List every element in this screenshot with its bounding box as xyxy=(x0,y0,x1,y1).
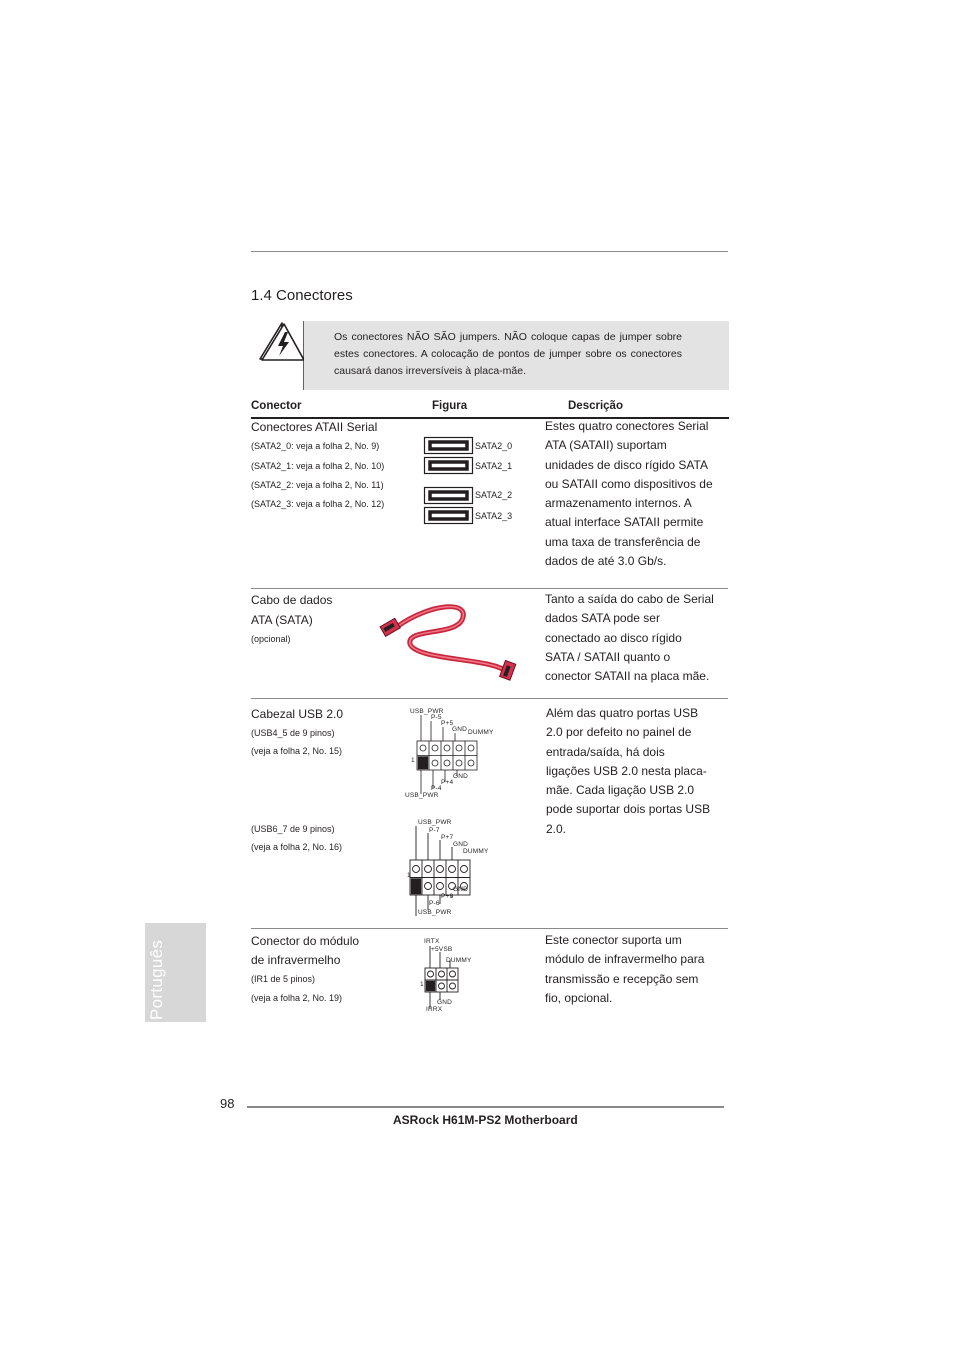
sata-cable-image xyxy=(376,598,526,688)
ir-pin1-label: 1 xyxy=(420,981,424,988)
header-figure: Figura xyxy=(432,400,468,412)
row-divider-3 xyxy=(251,928,728,929)
ir-gnd-label: GND xyxy=(437,999,453,1006)
usb67-gnd-label: GND xyxy=(453,841,469,848)
sata-connectors-figure xyxy=(424,437,474,527)
row-ir-sub-0: (IR1 de 5 pinos) xyxy=(251,974,316,984)
footer-product: ASRock H61M-PS2 Motherboard xyxy=(393,1113,578,1127)
header-description: Descrição xyxy=(568,400,623,412)
usb67-p6-label: P-6 xyxy=(429,900,440,907)
sata2-1-label: SATA2_1 xyxy=(475,461,513,471)
ir-dummy-label: DUMMY xyxy=(446,957,472,964)
usb67-dummy-label: DUMMY xyxy=(463,848,489,855)
usb45-gnd2-label: GND xyxy=(453,773,469,780)
row-cable-name-0: Cabo de dados xyxy=(251,593,333,607)
row-ir-description: Este conector suporta um módulo de infravermelho para transmissão e recepção sem fio, opcional. xyxy=(545,933,705,1005)
usb45-pin1-label: 1 xyxy=(411,757,415,764)
row-ir-sub-1: (veja a folha 2, No. 19) xyxy=(251,993,343,1003)
usb67-pin1-label: 1 xyxy=(407,872,411,879)
row-cable-name-1: ATA (SATA) xyxy=(251,613,313,627)
row-usb-description: Além das quatro portas USB 2.0 por defeito no painel de entrada/saída, há dois ligações USB 2.0 nesta placa- mãe. Cada ligação USB 2.0 pode suportar dois portas USB 2.0. xyxy=(546,706,711,836)
row-sata-name: Conectores ATAII Serial xyxy=(251,420,378,434)
row-sata-sub-3: (SATA2_3: veja a folha 2, No. 12) xyxy=(251,499,385,509)
page-number: 98 xyxy=(220,1096,235,1111)
top-rule xyxy=(251,251,728,252)
warning-triangle-lightning-icon xyxy=(258,321,306,391)
sata2-0-label: SATA2_0 xyxy=(475,441,513,451)
footer-rule xyxy=(247,1106,724,1108)
row-ir-name-1: de infravermelho xyxy=(251,953,341,967)
row-usb-name: Cabezal USB 2.0 xyxy=(251,707,344,721)
row-sata-sub-1: (SATA2_1: veja a folha 2, No. 10) xyxy=(251,461,385,471)
usb45-p-plus4-label: P+4 xyxy=(441,779,454,786)
ir-irrx-label: IRRX xyxy=(426,1006,443,1013)
usb67-p-plus6-label: P+6 xyxy=(441,893,454,900)
ir-5vsb-label: +5VSB xyxy=(431,946,453,953)
sata2-3-label: SATA2_3 xyxy=(475,511,513,521)
row-cable-description: Tanto a saída do cabo de Serial dados SATA pode ser conectado ao disco rígido SATA / SATAII quanto o conector SATAII na placa mãe. xyxy=(545,592,714,684)
row-ir-name-0: Conector do módulo xyxy=(251,934,360,948)
row-sata-description: Estes quatro conectores Serial ATA (SATAII) suportam unidades de disco rígido SATA ou SATAII como dispositivos de armazenamento internos. A atual interface SATAII permite uma taxa de transferência de dados de até 3.0 Gb/s. xyxy=(545,419,713,569)
usb45-p-plus5-label: P+5 xyxy=(441,720,454,727)
row-usb-sub-a-1: (veja a folha 2, No. 15) xyxy=(251,746,343,756)
usb67-gnd2-label: GND xyxy=(453,886,469,893)
usb67-top-label: USB_PWR xyxy=(418,819,452,826)
row-usb-sub-b-1: (veja a folha 2, No. 16) xyxy=(251,842,343,852)
usb45-p4-label: P-4 xyxy=(431,785,442,792)
usb67-p-plus7-label: P+7 xyxy=(441,834,454,841)
header-connector: Conector xyxy=(251,400,302,412)
row-divider-1 xyxy=(251,588,728,589)
row-usb-sub-a-0: (USB4_5 de 9 pinos) xyxy=(251,728,335,738)
language-side-label: Português xyxy=(147,939,166,1020)
usb45-gnd-label: GND xyxy=(452,726,468,733)
row-cable-sub: (opcional) xyxy=(251,634,291,644)
warning-text: Os conectores NÃO SÃO jumpers. NÃO coloque capas de jumper sobre estes conectores. A colocação de pontos de jumper sobre os conectores causará danos irreversíveis à placa-mãe. xyxy=(334,331,682,377)
usb67-p7-label: P-7 xyxy=(429,827,440,834)
row-sata-sub-2: (SATA2_2: veja a folha 2, No. 11) xyxy=(251,480,384,490)
usb45-top-label: USB_PWR xyxy=(410,708,444,715)
ir-irtx-label: IRTX xyxy=(424,938,440,945)
usb45-p5-label: P-5 xyxy=(431,714,442,721)
row-divider-2 xyxy=(251,698,728,699)
sata2-2-label: SATA2_2 xyxy=(475,490,513,500)
usb67-bottom-label: USB_PWR xyxy=(418,909,452,916)
usb45-bottom-label: USB_PWR xyxy=(405,792,439,799)
row-sata-sub-0: (SATA2_0: veja a folha 2, No. 9) xyxy=(251,441,380,451)
row-usb-sub-b-0: (USB6_7 de 9 pinos) xyxy=(251,824,335,834)
usb45-dummy-label: DUMMY xyxy=(468,729,494,736)
section-title: 1.4 Conectores xyxy=(251,287,353,304)
